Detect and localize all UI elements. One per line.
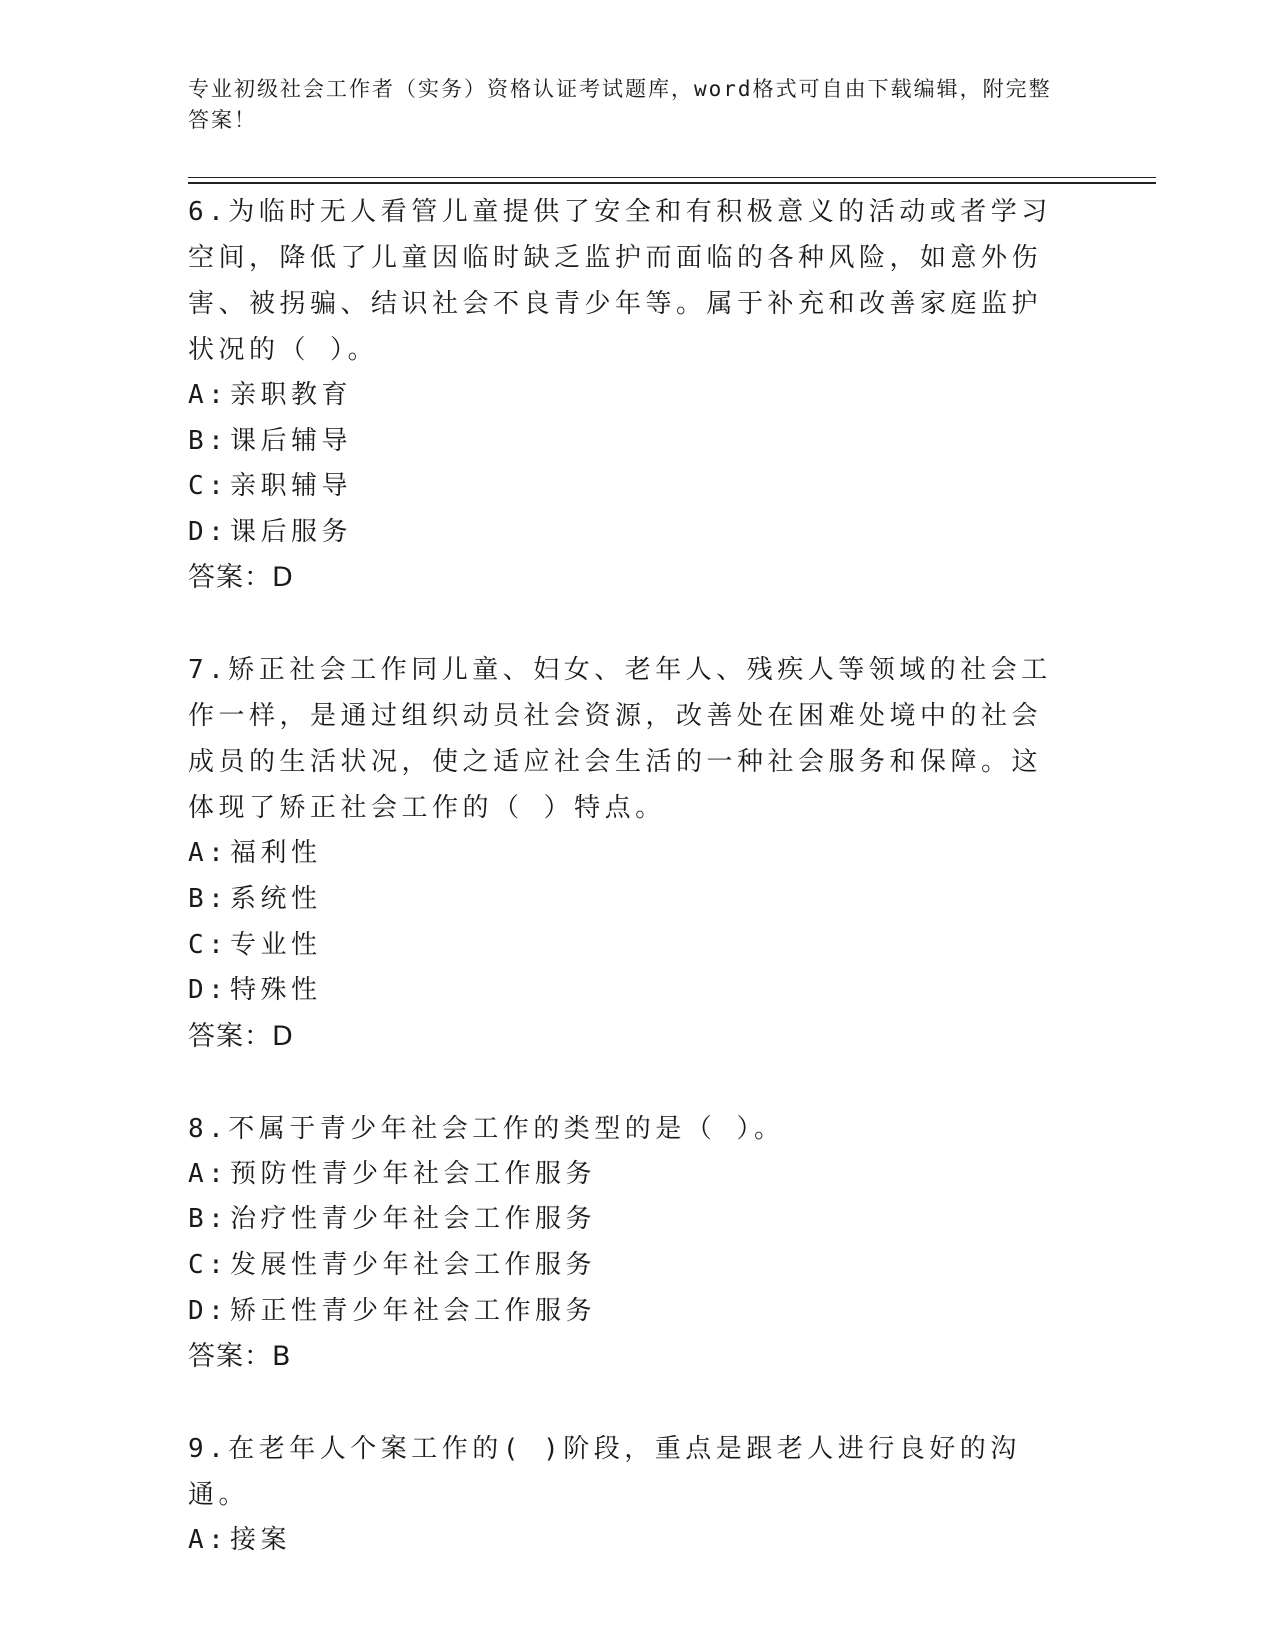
option-d <box>188 510 1068 556</box>
question-text: 8.不属于青少年社会工作的类型的是（ ）。 <box>188 1113 785 1144</box>
option-letter: A: <box>188 1525 229 1556</box>
answer-text: 答案：D <box>188 1020 294 1052</box>
option-a <box>188 1518 1068 1564</box>
option-text: 治疗性青少年社会工作服务 <box>230 1204 597 1235</box>
option-letter: D: <box>188 1295 229 1326</box>
answer-text: 答案：B <box>188 1341 292 1373</box>
option-letter: A: <box>188 1158 229 1189</box>
question-text: 6.为临时无人看管儿童提供了安全和有积极意义的活动或者学习空间，降低了儿童因临时缺乏监护而面临的各种风险，如意外伤害、被拐骗、结识社会不良青少年等。属于补充和改善家庭监护状况的（ ）。 <box>188 197 1052 365</box>
question-item <box>188 189 1068 601</box>
option-text: 特殊性 <box>230 975 322 1006</box>
option-a <box>188 831 1068 877</box>
option-d <box>188 968 1068 1014</box>
option-b <box>188 419 1068 465</box>
question-text: 9.在老年人个案工作的( )阶段，重点是跟老人进行良好的沟通。 <box>188 1434 1021 1511</box>
option-letter: B: <box>188 1204 229 1235</box>
option-text: 系统性 <box>230 883 322 914</box>
header-divider-thick <box>188 182 1156 184</box>
header-divider-thin <box>188 177 1156 178</box>
option-text: 亲职辅导 <box>230 471 353 502</box>
option-text: 预防性青少年社会工作服务 <box>230 1158 597 1189</box>
option-text: 亲职教育 <box>230 380 353 410</box>
option-c <box>188 923 1068 969</box>
option-text: 课后服务 <box>230 516 353 547</box>
option-text: 福利性 <box>230 838 322 869</box>
option-text: 课后辅导 <box>230 425 353 456</box>
answer-text: 答案：D <box>188 562 294 594</box>
question-item <box>188 647 1068 1059</box>
question-text: 7.矫正社会工作同儿童、妇女、老年人、残疾人等领域的社会工作一样，是通过组织动员社会资源，改善处在困难处境中的社会成员的生活状况，使之适应社会生活的一种社会服务和保障。这体现了矫正社会工作的（ ）特点。 <box>188 655 1052 824</box>
option-letter: C: <box>188 471 229 502</box>
question-list <box>188 189 1068 1610</box>
option-a <box>188 373 1068 419</box>
question-item <box>188 1106 1068 1380</box>
option-a <box>188 1152 1068 1198</box>
option-text: 发展性青少年社会工作服务 <box>230 1249 597 1280</box>
option-text: 专业性 <box>230 929 322 960</box>
question-item <box>188 1426 1068 1564</box>
option-text: 接案 <box>230 1525 292 1556</box>
option-letter: D: <box>188 516 229 547</box>
option-letter: B: <box>188 883 229 914</box>
option-b <box>188 1197 1068 1243</box>
option-letter: B: <box>188 425 229 456</box>
option-c <box>188 464 1068 510</box>
option-letter: C: <box>188 1249 229 1280</box>
option-letter: D: <box>188 975 229 1006</box>
option-d <box>188 1289 1068 1335</box>
option-text: 矫正性青少年社会工作服务 <box>230 1295 597 1326</box>
option-b <box>188 877 1068 923</box>
option-letter: A: <box>188 838 229 869</box>
page-header: 专业初级社会工作者（实务）资格认证考试题库，word格式可自由下载编辑，附完整答案！ <box>188 77 1052 132</box>
option-c <box>188 1243 1068 1289</box>
option-letter: C: <box>188 929 229 960</box>
option-letter: A: <box>188 380 229 410</box>
